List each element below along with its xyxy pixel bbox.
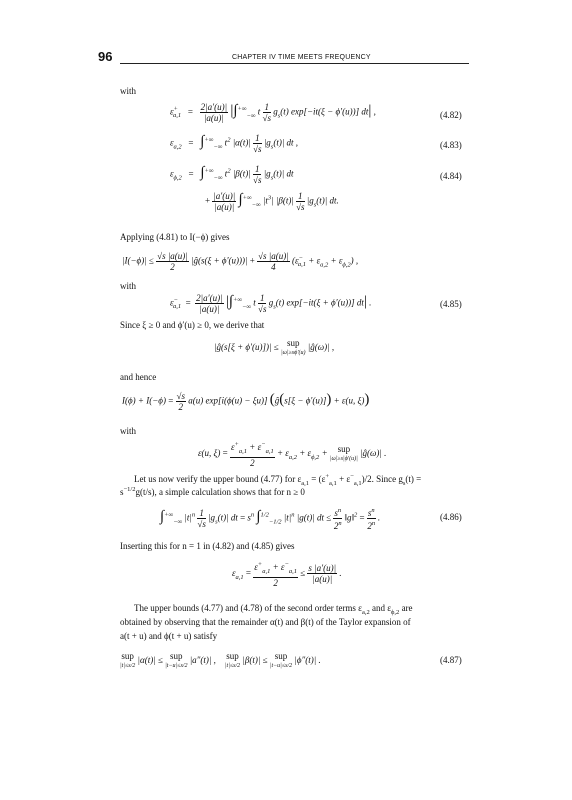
eqno-4-82: (4.82) — [440, 110, 462, 120]
equation-i-minus-phi: |I(−ϕ)| ≤ $\frac{√s |a(u)|}{2}$ |ĝ(s(ξ + ϕ′(u)))| + $\frac{√s |a(u)|}{4}$ $(\varepsilon^-_{a,1} + \varepsilon_{a,2} + \varepsilon_{\phi,2})$ , — [122, 251, 359, 272]
text-since: Since ξ ≥ 0 and ϕ′(u) ≥ 0, we derive that — [120, 320, 265, 330]
equation-4-82: $\varepsilon^+_{a,1}$ = $\frac{2|a'(u)|}{|a(u)|}$ $|\int^{+\infty}_{-\infty}$ t $\frac{1}{√s}$ $g_s(t) \exp[-it(\xi - \phi'(u))]$ dt| , — [170, 102, 376, 123]
equation-4-87: sup |t|≤s/2 |α(t)| ≤ sup |t−u|≤s/2 |a″(t)| , sup |t|≤s/2 |β(t)| ≤ sup |t−u|≤s/2 |ϕ″(t)| . — [120, 651, 321, 669]
text-and-hence: and hence — [120, 372, 157, 382]
page-number: 96 — [98, 49, 113, 64]
text-obtained: obtained by observing that the remainder α(t) and β(t) of the Taylor expansion of — [120, 617, 411, 627]
text-since-line2: $s^{-1/2}g(t/s)$, a simple calculation shows that for n ≥ 0 — [120, 486, 305, 497]
equation-epsilon: ε(u, ξ) = $\frac{\varepsilon^+_{a,1} + \varepsilon^-_{a,1}}{2}$ + $\varepsilon_{a,2} + \varepsilon_{\phi,2}$ + sup |ω|≥s|ϕ′(u)| |ĝ(ω)| . — [198, 441, 387, 468]
equation-4-84: $\varepsilon_{\phi,2} = \int^{+\infty}_{-\infty}$ $t^2$ |β(t)| $\frac{1}{√s}$ $|g_s(t)|$ dt — [170, 164, 294, 185]
text-with-2: with — [120, 281, 137, 291]
eqno-4-84: (4.84) — [440, 171, 462, 181]
equation-epsilon-a1: $\varepsilon_{a,1}$ = $\frac{\varepsilon^+_{a,1} + \varepsilon^-_{a,1}}{2}$ ≤ $\frac{s |a'(u)|}{|a(u)|}$ . — [232, 561, 342, 588]
text-applying: Applying (4.81) to I(−ϕ) gives — [120, 232, 230, 242]
text-inserting: Inserting this for n = 1 in (4.82) and (4.85) gives — [120, 541, 295, 551]
eqno-4-86: (4.86) — [440, 512, 462, 522]
equation-sup-bound: |ĝ(s[ξ + ϕ′(u)])| ≤ sup |ω|≥sϕ′(u) |ĝ(ω)| , — [214, 338, 335, 356]
eqno-4-87: (4.87) — [440, 655, 462, 665]
eqno-4-83: (4.83) — [440, 140, 462, 150]
equation-4-85: $\varepsilon^-_{a,1}$ = $\frac{2|a'(u)|}{|a(u)|}$ $|\int^{+\infty}_{-\infty}$ t $\frac{1}{√s}$ $g_s(t) \exp[-it(\xi + \phi'(u))]$ dt| . — [170, 293, 372, 314]
text-with-3: with — [120, 426, 137, 436]
chapter-title: CHAPTER IV TIME MEETS FREQUENCY — [232, 54, 371, 61]
text-with-1: with — [120, 86, 137, 96]
header-rule — [120, 63, 469, 64]
text-a-t-u: a(t + u) and ϕ(t + u) satisfy — [120, 631, 218, 641]
equation-4-84-line2: + $\frac{|a'(u)|}{|a(u)|}$ $\int^{+\infty}_{-\infty}$ $|t^3|$ |β(t)| $\frac{1}{√s}$ $|g_s(t)|$ dt. — [205, 191, 339, 212]
eqno-4-85: (4.85) — [440, 299, 462, 309]
text-upper-bounds: The upper bounds (4.77) and (4.78) of the second order terms $\varepsilon_{a,2}$ and $\varepsilon_{\phi,2}$ are — [134, 603, 413, 616]
equation-4-83: $\varepsilon_{a,2} = \int^{+\infty}_{-\infty}$ $t^2$ |α(t)| $\frac{1}{√s}$ $|g_s(t)|$ dt , — [170, 133, 299, 154]
equation-i-sum: I(ϕ) + I(−ϕ) = $\frac{√s}{2}$ a(u) exp[i(ϕ(u) − ξu)] (ĝ(s[ξ − ϕ′(u)]) + ε(u, ξ)) — [122, 391, 370, 412]
equation-4-86: $\int^{+\infty}_{-\infty}$ $|t|^n$ $\frac{1}{√s}$ $|g_s(t)|$ dt = $s^n$ ∫$^{1/2}_{-1/2}$ $|t|^n$ |g(t)| dt ≤ $\frac{s^n}{2^n}$ ‖g‖$^2$ = $\frac{s^n}{2^n}$ . — [160, 507, 381, 531]
text-let-us: Let us now verify the upper bound (4.77) for $\varepsilon_{a,1} = (\varepsilon^+_{a,1} + \varepsilon^-_{a,1})/2$. Since $g_s(t)$ = — [134, 473, 422, 487]
